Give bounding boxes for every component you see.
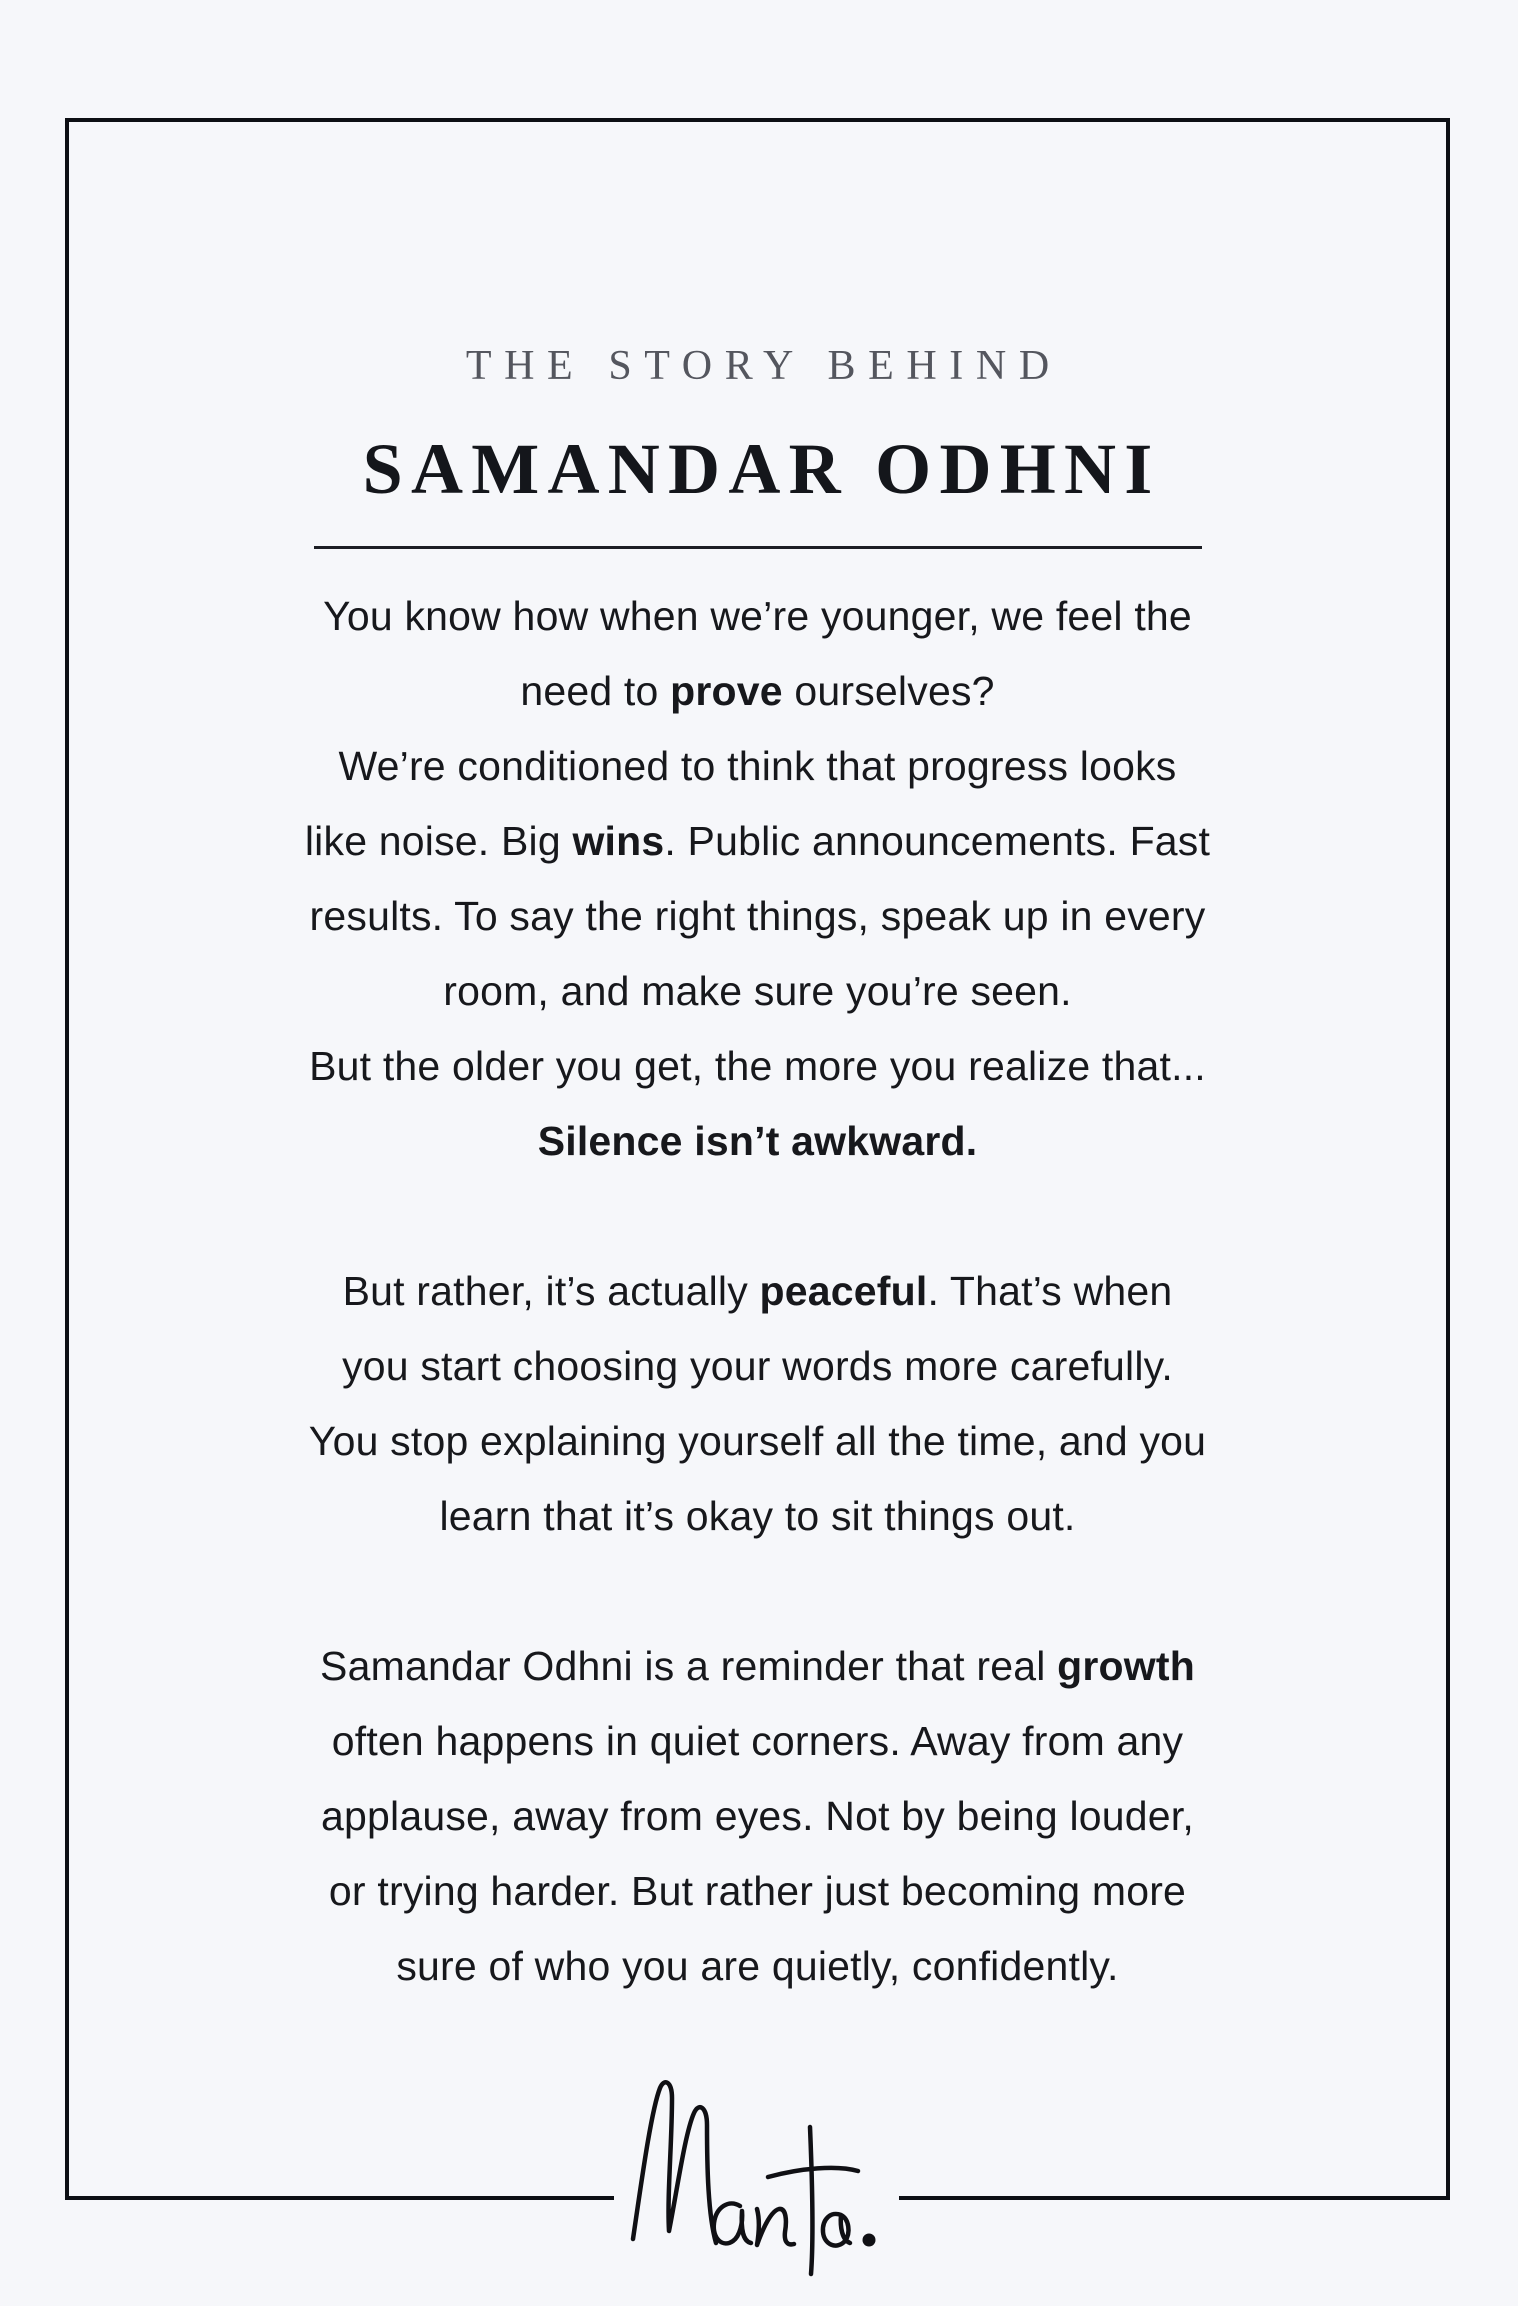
story-paragraph (69, 1254, 1446, 1554)
story-paragraph (69, 1629, 1446, 2004)
signature-letter-m (633, 2082, 716, 2243)
story-run: Samandar Odhni is a reminder that real (320, 1643, 1058, 1689)
story-line (69, 1329, 1446, 1404)
story-text (69, 579, 1446, 2004)
story-line (69, 1854, 1446, 1929)
story-line (69, 579, 1446, 654)
story-emphasis: Silence isn’t awkward. (537, 1118, 978, 1164)
story-run: But rather, it’s actually (342, 1268, 760, 1314)
story-run: like noise. Big (304, 818, 573, 864)
story-run: But the older you get, the more you realize that... (309, 1043, 1206, 1089)
story-run: . That’s when (927, 1268, 1173, 1314)
story-run: results. To say the right things, speak up in every (309, 893, 1206, 939)
story-run: . Public announcements. Fast (664, 818, 1211, 864)
story-line (69, 1629, 1446, 1704)
story-run: need to (520, 668, 671, 714)
story-run: ourselves? (782, 668, 995, 714)
story-run: room, and make sure you’re seen. (443, 968, 1072, 1014)
frame-bottom-border-left (65, 2196, 614, 2200)
story-line (69, 1404, 1446, 1479)
poster-content (69, 345, 1446, 2004)
poster-frame (65, 118, 1450, 2200)
story-line (69, 654, 1446, 729)
story-emphasis: prove (670, 668, 783, 714)
signature-period (862, 2234, 875, 2247)
story-line (69, 1929, 1446, 2004)
signature-letter-n (757, 2209, 794, 2245)
story-line (69, 729, 1446, 804)
story-line (69, 1254, 1446, 1329)
story-run: you start choosing your words more carefully. (342, 1343, 1173, 1389)
story-line (69, 1479, 1446, 1554)
story-line (69, 804, 1446, 879)
page-title: SAMANDAR ODHNI (362, 429, 1161, 509)
story-run: sure of who you are quietly, confidently. (396, 1943, 1119, 1989)
signature-letter-t (810, 2127, 813, 2274)
story-line (69, 1104, 1446, 1179)
story-run: You stop explaining yourself all the time, and you (308, 1418, 1207, 1464)
story-emphasis: peaceful (759, 1268, 928, 1314)
eyebrow-text: THE STORY BEHIND (465, 343, 1062, 389)
story-run: often happens in quiet corners. Away from any (331, 1718, 1184, 1764)
story-run: or trying harder. But rather just becoming more (328, 1868, 1187, 1914)
manto-signature-logo (622, 2075, 894, 2287)
signature-letter-o (822, 2214, 849, 2246)
story-emphasis: wins (572, 818, 665, 864)
story-line (69, 1029, 1446, 1104)
story-emphasis: growth (1057, 1643, 1195, 1689)
story-paragraph (69, 579, 1446, 1179)
title-divider (314, 546, 1202, 549)
story-line (69, 1704, 1446, 1779)
frame-bottom-border-right (899, 2196, 1450, 2200)
signature-letter-a (713, 2203, 750, 2243)
story-line (69, 879, 1446, 954)
signature-text (69, 2004, 70, 2005)
story-run: We’re conditioned to think that progress looks (338, 743, 1177, 789)
story-run: learn that it’s okay to sit things out. (439, 1493, 1076, 1539)
story-run: You know how when we’re younger, we feel the (323, 593, 1192, 639)
story-line (69, 1779, 1446, 1854)
story-run: applause, away from eyes. Not by being louder, (321, 1793, 1194, 1839)
story-line (69, 954, 1446, 1029)
